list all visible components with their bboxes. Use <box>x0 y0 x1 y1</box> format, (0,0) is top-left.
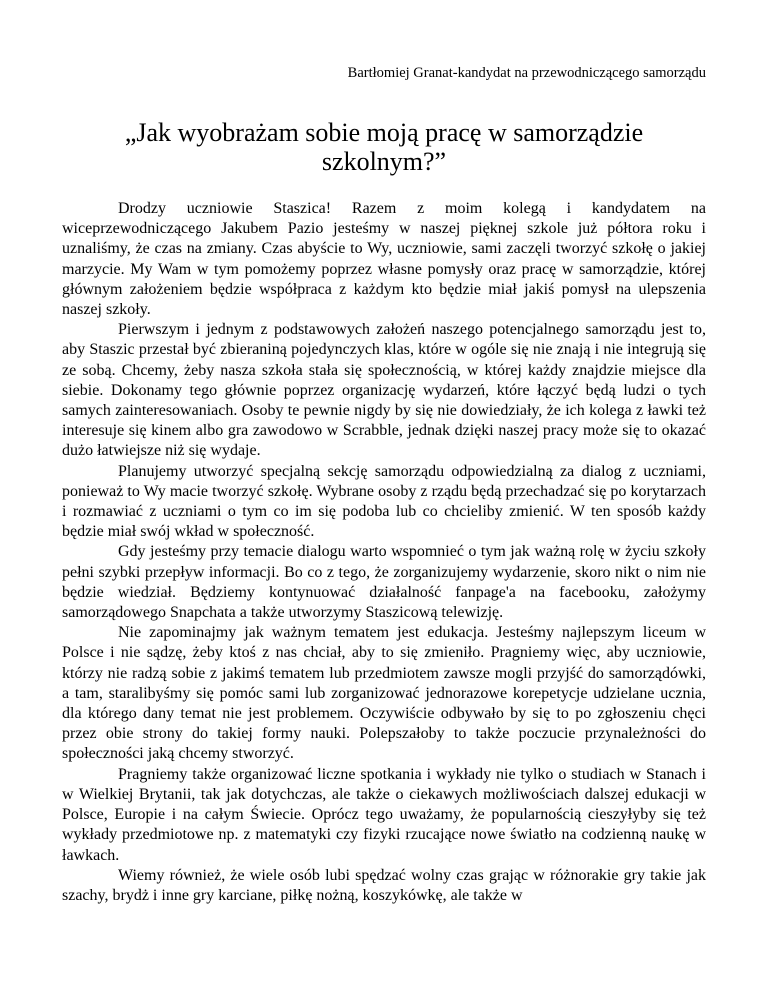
paragraph: Pragniemy także organizować liczne spotkania i wykłady nie tylko o studiach w Stanach i w Wielkiej Brytanii, tak jak dotychczas, ale także o ciekawych możliwościach dalszej edukacji w Polsce, Europie i na całym Świecie. Oprócz tego uważamy, że popularnością cieszyłyby się też wykłady przedmiotowe np. z matematyki czy fizyki rzucające nowe światło na codzienną naukę w ławkach. <box>62 765 706 864</box>
paragraph: Drodzy uczniowie Staszica! Razem z moim kolegą i kandydatem na wiceprzewodniczącego Jakubem Pazio jesteśmy w naszej pięknej szkole już półtora roku i uznaliśmy, że czas na zmiany. Czas abyście to Wy, uczniowie, sami zaczęli tworzyć szkołę o jakiej marzycie. My Wam w tym pomożemy poprzez własne pomysły oraz pracę w samorządzie, której głównym założeniem będzie współpraca z każdym kto będzie miał jakiś pomysł na ulepszenia naszej szkoły. <box>62 200 706 319</box>
paragraph: Gdy jesteśmy przy temacie dialogu warto wspomnieć o tym jak ważną rolę w życiu szkoły pełni szybki przepływ informacji. Bo co z tego, że zorganizujemy wydarzenie, skoro nikt o nim nie będzie wiedział. Będziemy kontynuować działalność fanpage'a na facebooku, założymy samorządowego Snapchata a także utworzymy Staszicową telewizję. <box>62 543 706 622</box>
paragraph: Planujemy utworzyć specjalną sekcję samorządu odpowiedzialną za dialog z uczniami, ponieważ to Wy macie tworzyć szkołę. Wybrane osoby z rządu będą przechadzać się po korytarzach i rozmawiać z uczniami o tym co im się podoba lub co chcieliby zmienić. W ten sposób każdy będzie miał swój wkład w społeczność. <box>62 462 706 541</box>
document-body <box>62 199 706 906</box>
paragraph: Pierwszym i jednym z podstawowych założeń naszego potencjalnego samorządu jest to, aby Staszic przestał być zbieraniną pojedynczych klas, które w ogóle się nie znają i nie integrują się ze sobą. Chcemy, żeby nasza szkoła stała się społecznością, w której każdy znajdzie miejsce dla siebie. Dokonamy tego głównie poprzez organizację wydarzeń, które łączyć będą ludzi o tych samych zainteresowaniach. Osoby te pewnie nigdy by się nie dowiedziały, że ich kolega z ławki też interesuje się kinem albo gra zawodowo w Scrabble, jednak dzięki naszej pracy może się to okazać dużo łatwiejsze niż się wydaje. <box>62 321 706 460</box>
paragraph: Nie zapominajmy jak ważnym tematem jest edukacja. Jesteśmy najlepszym liceum w Polsce i nie sądzę, żeby ktoś z nas chciał, aby to się zmieniło. Pragniemy więc, aby uczniowie, którzy nie radzą sobie z jakimś tematem lub przedmiotem zawsze mogli przyjść do samorządówki, a tam, staralibyśmy się pomóc sami lub zorganizować jednorazowe korepetycje udzielane ucznia, dla którego dany temat nie jest problemem. Oczywiście odbywało by się to po zgłoszeniu chęci przez obie strony do takiej formy nauki. Polepszałoby to także poczucie przynależności do społeczności jaką chcemy stworzyć. <box>62 624 706 763</box>
paragraph: Wiemy również, że wiele osób lubi spędzać wolny czas grając w różnorakie gry takie jak szachy, brydż i inne gry karciane, piłkę nożną, koszykówkę, ale także w <box>62 866 706 904</box>
document-title: „Jak wyobrażam sobie moją pracę w samorządzie szkolnym?” <box>124 118 644 176</box>
document-header: Bartłomiej Granat-kandydat na przewodniczącego samorządu <box>347 65 706 81</box>
